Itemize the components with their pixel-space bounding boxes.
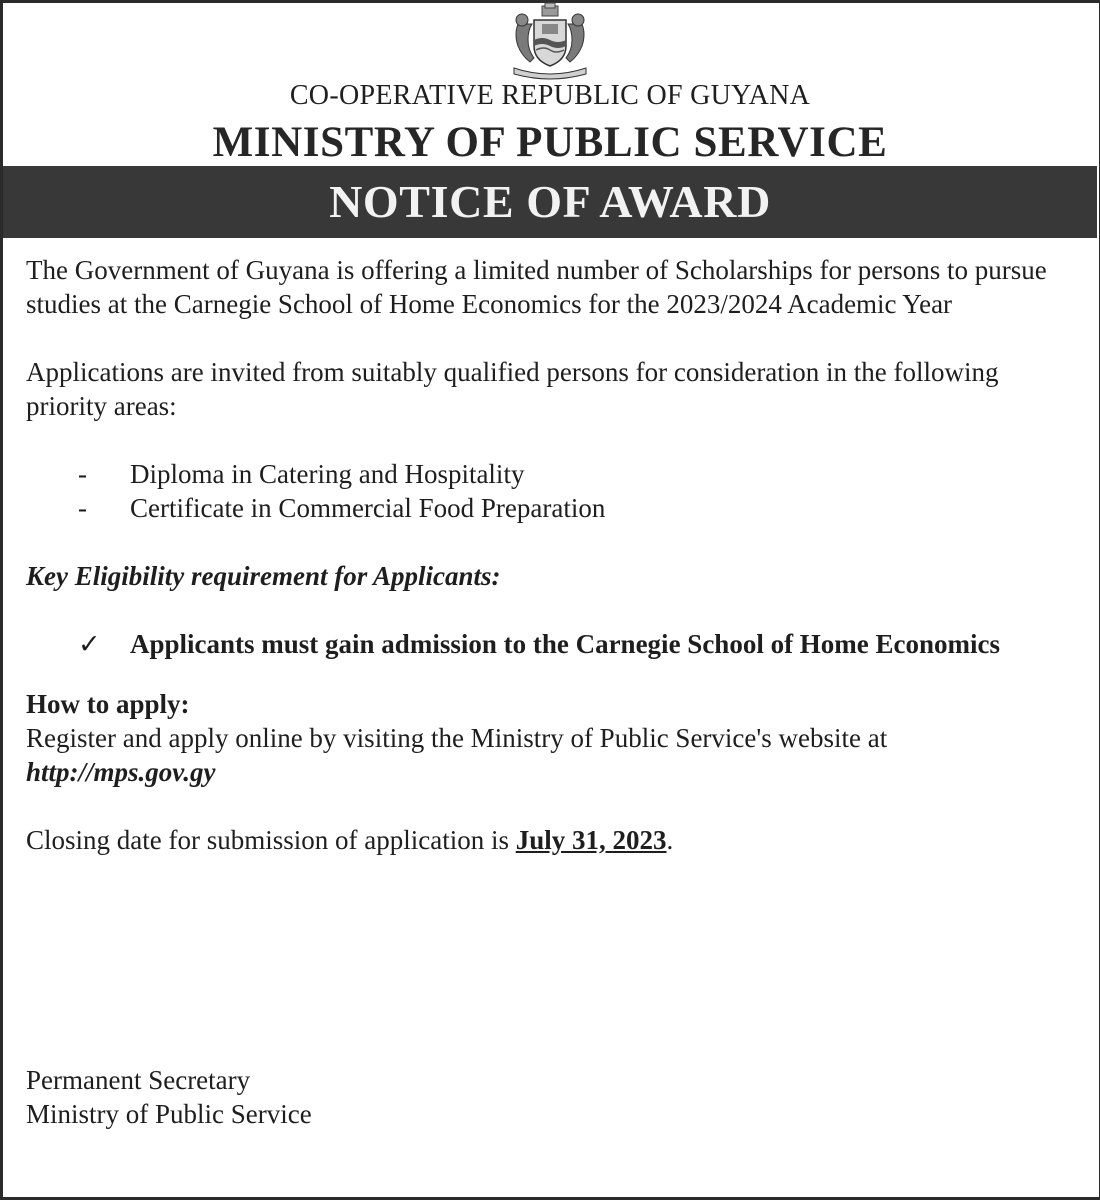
intro-paragraph: The Government of Guyana is offering a limited number of Scholarships for persons to pursue studies at the Carnegie School of Home Economics for the 2023/2024 Academic Year bbox=[26, 255, 1047, 319]
notice-body bbox=[26, 253, 1076, 857]
country-name: CO-OPERATIVE REPUBLIC OF GUYANA bbox=[289, 80, 811, 111]
eligibility-item bbox=[26, 627, 1076, 661]
eligibility-text: Applicants must gain admission to the Carnegie School of Home Economics bbox=[130, 629, 1001, 659]
signature-block bbox=[26, 1063, 312, 1131]
closing-prefix: Closing date for submission of application is bbox=[26, 825, 516, 855]
how-to-apply-text: Register and apply online by visiting the Ministry of Public Service's website at bbox=[26, 723, 888, 753]
how-to-apply-heading: How to apply: bbox=[26, 689, 190, 719]
website-link[interactable]: http://mps.gov.gy bbox=[26, 757, 216, 787]
closing-date: July 31, 2023 bbox=[515, 825, 667, 855]
notice-banner bbox=[3, 166, 1097, 238]
priority-area-label: Certificate in Commercial Food Preparation bbox=[130, 493, 606, 523]
closing-date-line bbox=[26, 823, 1076, 857]
notice-title: NOTICE OF AWARD bbox=[329, 176, 771, 227]
priority-area-item bbox=[26, 457, 1076, 491]
signatory-title: Permanent Secretary bbox=[26, 1065, 251, 1095]
bullet-dash: - bbox=[78, 459, 87, 489]
checkmark-icon: ✓ bbox=[78, 629, 101, 659]
closing-suffix: . bbox=[666, 825, 674, 855]
invite-paragraph: Applications are invited from suitably qualified persons for consideration in the following priority areas: bbox=[26, 357, 999, 421]
priority-area-label: Diploma in Catering and Hospitality bbox=[130, 459, 525, 489]
ministry-name: MINISTRY OF PUBLIC SERVICE bbox=[212, 119, 888, 166]
eligibility-heading: Key Eligibility requirement for Applicants: bbox=[26, 561, 501, 591]
priority-area-item bbox=[26, 491, 1076, 525]
guyana-coat-of-arms-icon bbox=[504, 2, 596, 80]
signatory-office: Ministry of Public Service bbox=[26, 1099, 312, 1129]
bullet-dash: - bbox=[78, 493, 87, 523]
